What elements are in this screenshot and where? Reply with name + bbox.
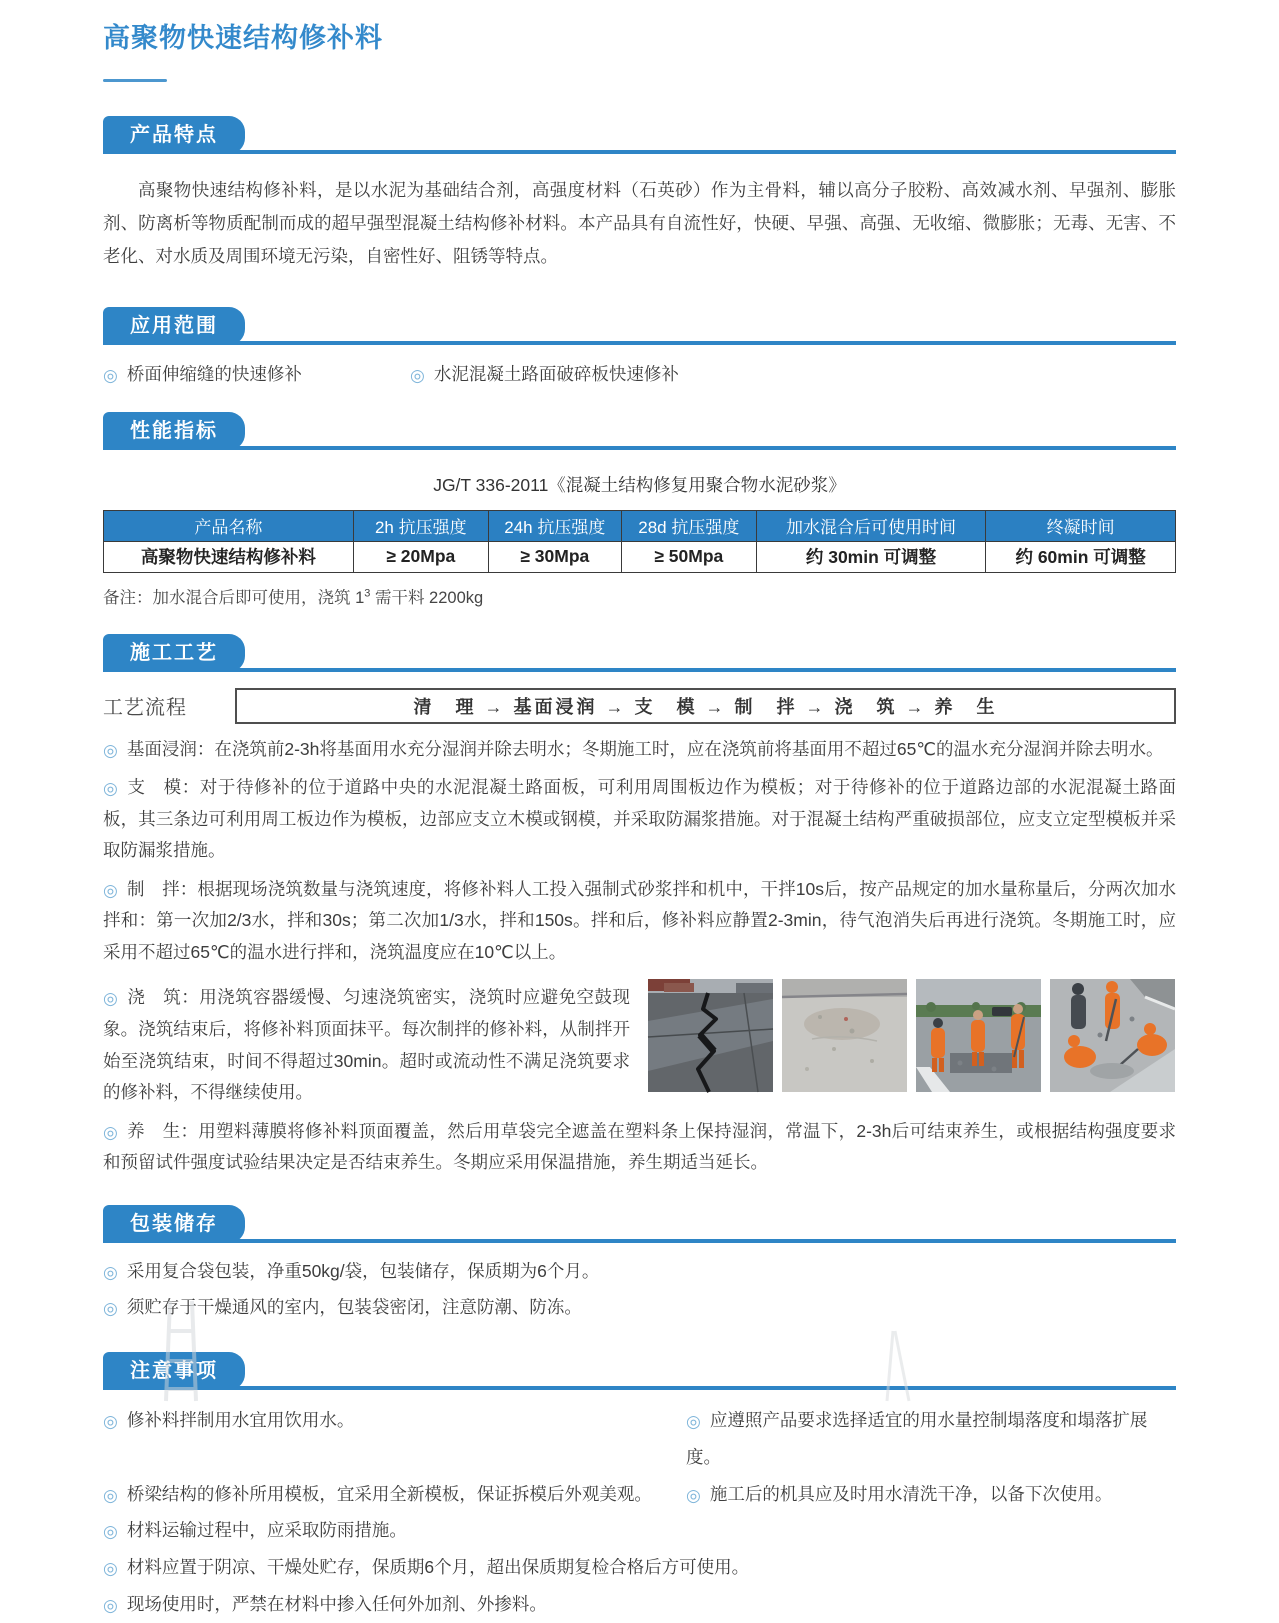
table-note-prefix: 备注：加水混合后即可使用，浇筑 1 bbox=[103, 588, 365, 607]
section-tab-packaging: 包装储存 bbox=[103, 1205, 245, 1243]
ring-bullet-icon: ◎ bbox=[103, 1262, 118, 1282]
ring-bullet-icon: ◎ bbox=[103, 1412, 118, 1432]
process-flow-row bbox=[103, 688, 1176, 724]
table-header-cell: 2h 抗压强度 bbox=[353, 510, 488, 541]
ring-bullet-icon: ◎ bbox=[686, 1412, 701, 1432]
process-step bbox=[103, 1116, 1176, 1179]
section-tab-features: 产品特点 bbox=[103, 116, 245, 154]
title-underline bbox=[103, 79, 167, 82]
section-tab-application: 应用范围 bbox=[103, 307, 245, 345]
notes-list bbox=[103, 1402, 1176, 1623]
section-head-performance bbox=[103, 412, 1176, 450]
section-head-packaging bbox=[103, 1205, 1176, 1243]
application-items bbox=[103, 361, 1176, 386]
application-item-label: 水泥混凝土路面破碎板快速修补 bbox=[433, 363, 679, 384]
process-step bbox=[103, 982, 630, 1108]
table-note-suffix: 需干料 2200kg bbox=[370, 588, 484, 607]
step-text: 制 拌：根据现场浇筑数量与浇筑速度，将修补料人工投入强制式砂浆拌和机中，干拌10s后，按产品规定的加水量称量后，分两次加水拌和：第一次加2/3水，拌和30s；第二次加1/3水，拌和150s。拌和后，修补料应静置2-3min，待气泡消失后再进行浇筑。冬期施工时，应采用不超过65℃的温水进行拌和，浇筑温度应在10℃以上。 bbox=[103, 878, 1176, 962]
step-text: 养 生：用塑料薄膜将修补料顶面覆盖，然后用草袋完全遮盖在塑料条上保持湿润，常温下，2-3h后可结束养生，或根据结构强度要求和预留试件强度试验结果决定是否结束养生。冬期应采用保温措施，养生期适当延长。 bbox=[103, 1120, 1176, 1173]
note-item-label: 桥梁结构的修补所用模板，宜采用全新模板，保证拆模后外观美观。 bbox=[126, 1483, 652, 1504]
ring-bullet-icon: ◎ bbox=[103, 1522, 118, 1542]
table-note-superscript: 3 bbox=[364, 587, 371, 600]
ring-bullet-icon: ◎ bbox=[410, 365, 425, 385]
note-item bbox=[103, 1512, 686, 1549]
note-item-label: 现场使用时，严禁在材料中掺入任何外加剂、外掺料。 bbox=[126, 1593, 547, 1614]
table-header-row bbox=[104, 510, 1176, 541]
table-cell: ≥ 30Mpa bbox=[488, 541, 621, 572]
ring-bullet-icon: ◎ bbox=[103, 989, 119, 1009]
process-step-with-photos bbox=[103, 975, 1176, 1108]
step-text: 基面浸润：在浇筑前2-3h将基面用水充分湿润并除去明水；冬期施工时，应在浇筑前将基面用不超过65℃的温水充分湿润并除去明水。 bbox=[126, 738, 1164, 759]
application-item-label: 桥面伸缩缝的快速修补 bbox=[126, 363, 302, 384]
packaging-items bbox=[103, 1253, 1176, 1327]
process-step bbox=[103, 734, 1176, 766]
ring-bullet-icon: ◎ bbox=[103, 740, 118, 760]
table-cell: ≥ 20Mpa bbox=[353, 541, 488, 572]
table-header-cell: 28d 抗压强度 bbox=[621, 510, 756, 541]
table-cell: ≥ 50Mpa bbox=[621, 541, 756, 572]
broken-concrete-slab-photo bbox=[782, 979, 907, 1092]
application-item bbox=[103, 361, 410, 386]
ring-bullet-icon: ◎ bbox=[103, 1299, 118, 1319]
site-photo-strip bbox=[648, 979, 1176, 1092]
ring-bullet-icon: ◎ bbox=[103, 779, 119, 799]
page-title: 高聚物快速结构修补料 bbox=[103, 23, 383, 53]
table-header-cell: 24h 抗压强度 bbox=[488, 510, 621, 541]
flow-diagram-box: 清 理 → 基面浸润 → 支 模 → 制 拌 → 浇 筑 → 养 生 bbox=[235, 688, 1176, 724]
note-item-label: 施工后的机具应及时用水清洗干净，以备下次使用。 bbox=[709, 1483, 1113, 1504]
ring-bullet-icon: ◎ bbox=[103, 1485, 118, 1505]
ring-bullet-icon: ◎ bbox=[103, 880, 118, 900]
table-header-cell: 终凝时间 bbox=[986, 510, 1176, 541]
table-cell: 高聚物快速结构修补料 bbox=[104, 541, 354, 572]
table-header-cell: 产品名称 bbox=[104, 510, 354, 541]
note-item-label: 应遵照产品要求选择适宜的用水量控制塌落度和塌落扩展度。 bbox=[686, 1410, 1148, 1467]
note-item bbox=[103, 1402, 686, 1476]
ring-bullet-icon: ◎ bbox=[103, 1559, 118, 1579]
packaging-item bbox=[103, 1253, 1176, 1290]
cracked-pavement-photo bbox=[648, 979, 773, 1092]
note-item bbox=[103, 1549, 1176, 1586]
workers-repairing-road-photo bbox=[916, 979, 1041, 1092]
ring-bullet-icon: ◎ bbox=[103, 1122, 119, 1142]
section-head-notes bbox=[103, 1352, 1176, 1390]
note-item-label: 材料运输过程中，应采取防雨措施。 bbox=[126, 1520, 407, 1541]
note-item-label: 材料应置于阴凉、干燥处贮存，保质期6个月，超出保质期复检合格后方可使用。 bbox=[126, 1557, 750, 1578]
section-tab-performance: 性能指标 bbox=[103, 412, 245, 450]
workers-placing-mortar-photo bbox=[1050, 979, 1175, 1092]
table-header-cell: 加水混合后可使用时间 bbox=[756, 510, 985, 541]
standard-caption: JG/T 336-2011《混凝土结构修复用聚合物水泥砂浆》 bbox=[433, 474, 846, 495]
process-step bbox=[103, 874, 1176, 969]
section-head-process bbox=[103, 634, 1176, 672]
note-item bbox=[686, 1402, 1176, 1476]
packaging-item-label: 须贮存于干燥通风的室内，包装袋密闭，注意防潮、防冻。 bbox=[126, 1297, 582, 1318]
performance-table bbox=[103, 510, 1176, 573]
table-cell: 约 30min 可调整 bbox=[756, 541, 985, 572]
application-item bbox=[410, 361, 717, 386]
note-item bbox=[103, 1586, 1176, 1623]
note-item bbox=[686, 1476, 1176, 1513]
flow-label: 工艺流程 bbox=[103, 697, 187, 720]
packaging-item-label: 采用复合袋包装，净重50kg/袋，包装储存，保质期为6个月。 bbox=[126, 1260, 600, 1281]
note-item bbox=[103, 1476, 686, 1513]
packaging-item bbox=[103, 1289, 1176, 1326]
note-item-label: 修补料拌制用水宜用饮用水。 bbox=[126, 1410, 355, 1431]
section-tab-notes: 注意事项 bbox=[103, 1352, 245, 1390]
table-note bbox=[103, 584, 1176, 608]
section-tab-process: 施工工艺 bbox=[103, 634, 245, 672]
section-head-application bbox=[103, 307, 1176, 345]
ring-bullet-icon: ◎ bbox=[103, 1595, 118, 1615]
process-steps bbox=[103, 734, 1176, 1179]
ring-bullet-icon: ◎ bbox=[103, 365, 118, 385]
ring-bullet-icon: ◎ bbox=[686, 1485, 701, 1505]
step-text: 支 模：对于待修补的位于道路中央的水泥混凝土路面板，可利用周围板边作为模板；对于待修补的位于道路边部的水泥混凝土路面板，其三条边可利用周工板边作为模板，边部应支立木模或钢模，并采取防漏浆措施。对于混凝土结构严重破损部位，应支立定型模板并采取防漏浆措施。 bbox=[103, 777, 1177, 861]
table-cell: 约 60min 可调整 bbox=[986, 541, 1176, 572]
process-step bbox=[103, 772, 1176, 867]
table-row bbox=[104, 541, 1176, 572]
step-text: 浇 筑：用浇筑容器缓慢、匀速浇筑密实，浇筑时应避免空鼓现象。浇筑结束后，将修补料顶面抹平。每次制拌的修补料，从制拌开始至浇筑结束，时间不得超过30min。超时或流动性不满足浇筑要求的修补料，不得继续使用。 bbox=[103, 987, 630, 1103]
features-paragraph: 高聚物快速结构修补料，是以水泥为基础结合剂，高强度材料（石英砂）作为主骨料，辅以高分子胶粉、高效减水剂、早强剂、膨胀剂、防离析等物质配制而成的超早强型混凝土结构修补材料。本产品具有自流性好，快硬、早强、高强、无收缩、微膨胀；无毒、无害、不老化、对水质及周围环境无污染，自密性好、阻锈等特点。 bbox=[103, 180, 1176, 266]
section-head-features bbox=[103, 116, 1176, 154]
